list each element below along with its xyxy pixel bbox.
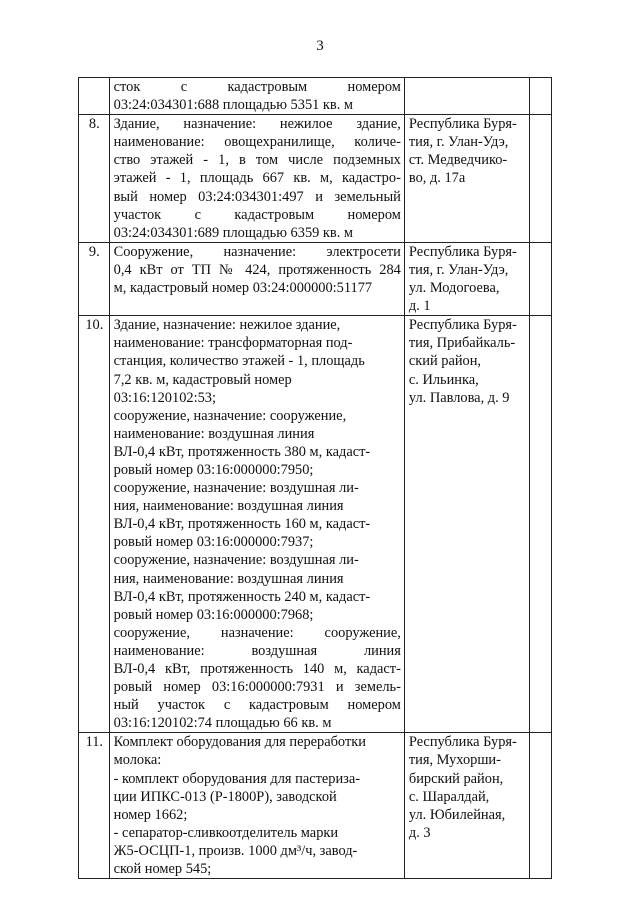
row-number: 10. [85, 317, 104, 334]
row-number: 11. [85, 734, 104, 751]
address-line: во, д. 17а [408, 170, 466, 187]
description-line: сооружение, назначение: воздушная ли- [113, 552, 359, 569]
table-row [79, 115, 552, 243]
description-line: участок с кадастровым номером [113, 206, 401, 223]
property-table-body [79, 78, 552, 879]
description-line: ВЛ-0,4 кВт, протяженность 380 м, кадаст- [113, 443, 371, 460]
address-line: тия, Прибайкаль- [408, 335, 516, 352]
empty-cell [529, 242, 552, 315]
address-line: ул. Юбилейная, [408, 806, 506, 823]
description-line: ный участок с кадастровым номером [113, 697, 401, 714]
description-line: молока: [113, 752, 162, 769]
property-address-cell [404, 316, 529, 733]
description-line: сток с кадастровым номером [113, 79, 401, 95]
row-number-cell [79, 242, 110, 315]
description-line: 0,4 кВт от ТП № 424, протяженность 284 [113, 261, 401, 278]
address-line: тия, Мухорши- [408, 752, 501, 769]
address-line: Республика Буря- [408, 243, 517, 260]
address-line: тия, г. Улан-Удэ, [408, 261, 509, 278]
address-line: д. 1 [408, 298, 431, 315]
address-line: бирский район, [408, 770, 504, 787]
description-line: Здание, назначение: нежилое здание, [113, 116, 401, 133]
empty-cell [529, 78, 552, 115]
description-line: ской номер 545; [113, 861, 212, 878]
description-line: ство этажей - 1, в том числе подземных [113, 152, 401, 169]
description-line: сооружение, назначение: сооружение, [113, 624, 401, 641]
description-line: 03:16:120102:74 площадью 66 кв. м [113, 715, 332, 732]
description-line: Комплект оборудования для переработки [113, 734, 366, 751]
description-line: вый номер 03:24:034301:497 и земельный [113, 188, 401, 205]
description-line: м, кадастровый номер 03:24:000000:51177 [113, 280, 373, 297]
property-description-cell [109, 316, 404, 733]
description-line: наименование: воздушная линия [113, 425, 315, 442]
property-address-cell [404, 733, 529, 879]
description-line: 03:16:120102:53; [113, 389, 216, 406]
description-line: ровый номер 03:16:000000:7937; [113, 534, 314, 551]
property-address-cell [404, 115, 529, 243]
description-line: Здание, назначение: нежилое здание, [113, 317, 341, 334]
description-line: ния, наименование: воздушная линия [113, 570, 344, 587]
description-line: наименование: овощехранилище, количе- [113, 134, 401, 151]
description-line: станция, количество этажей - 1, площадь [113, 353, 365, 370]
property-description-cell [109, 733, 404, 879]
address-line: ул. Павлова, д. 9 [408, 389, 510, 406]
address-line: ст. Медведчико- [408, 152, 508, 169]
address-line: Республика Буря- [408, 116, 517, 133]
description-line: Ж5-ОСЦП-1, произв. 1000 дм³/ч, завод- [113, 842, 358, 859]
property-address-cell [404, 242, 529, 315]
description-line: 03:24:034301:689 площадью 6359 кв. м [113, 224, 354, 241]
table-row [79, 733, 552, 879]
table-row [79, 242, 552, 315]
description-line: - комплект оборудования для пастериза- [113, 770, 361, 787]
address-line: ский район, [408, 353, 482, 370]
address-line: с. Ильинка, [408, 371, 479, 388]
table-row [79, 78, 552, 115]
address-line: с. Шаралдай, [408, 788, 490, 805]
property-address-cell [404, 78, 529, 115]
address-line: д. 3 [408, 824, 431, 841]
description-line: 7,2 кв. м, кадастровый номер [113, 371, 292, 388]
page-number: 3 [316, 38, 324, 54]
description-line: номер 1662; [113, 806, 188, 823]
row-number-cell [79, 733, 110, 879]
description-line: сооружение, назначение: воздушная ли- [113, 480, 359, 497]
description-line: этажей - 1, площадь 667 кв. м, кадастро- [113, 170, 401, 187]
empty-cell [529, 733, 552, 879]
empty-cell [529, 316, 552, 733]
address-line: Республика Буря- [408, 317, 517, 334]
description-line: наименование: трансформаторная под- [113, 335, 353, 352]
description-line: ВЛ-0,4 кВт, протяженность 140 м, кадаст- [113, 661, 401, 677]
description-line: 03:24:034301:688 площадью 5351 кв. м [113, 97, 354, 114]
row-number: 9. [88, 243, 100, 260]
row-number-cell [79, 115, 110, 243]
description-line: ВЛ-0,4 кВт, протяженность 240 м, кадаст- [113, 588, 371, 605]
row-number-cell [79, 78, 110, 115]
description-line: ровый номер 03:16:000000:7968; [113, 606, 314, 623]
property-description-cell [109, 78, 404, 115]
description-line: ции ИПКС-013 (Р-1800Р), заводской [113, 788, 337, 805]
table-row [79, 316, 552, 733]
property-description-cell [109, 115, 404, 243]
description-line: наименование: воздушная линия [113, 642, 401, 659]
description-line: ния, наименование: воздушная линия [113, 498, 344, 515]
description-line: ровый номер 03:16:000000:7931 и земель- [113, 679, 401, 696]
empty-cell [529, 115, 552, 243]
address-line: тия, г. Улан-Удэ, [408, 134, 509, 151]
row-number: 8. [88, 116, 100, 133]
description-line: ровый номер 03:16:000000:7950; [113, 461, 314, 478]
description-line: сооружение, назначение: сооружение, [113, 407, 347, 424]
property-description-cell [109, 242, 404, 315]
description-line: - сепаратор-сливкоотделитель марки [113, 824, 339, 841]
address-line: Республика Буря- [408, 734, 517, 751]
property-table [78, 77, 552, 879]
address-line: ул. Модогоева, [408, 280, 500, 297]
row-number-cell [79, 316, 110, 733]
description-line: ВЛ-0,4 кВт, протяженность 160 м, кадаст- [113, 516, 371, 533]
description-line: Сооружение, назначение: электросети [113, 243, 401, 260]
